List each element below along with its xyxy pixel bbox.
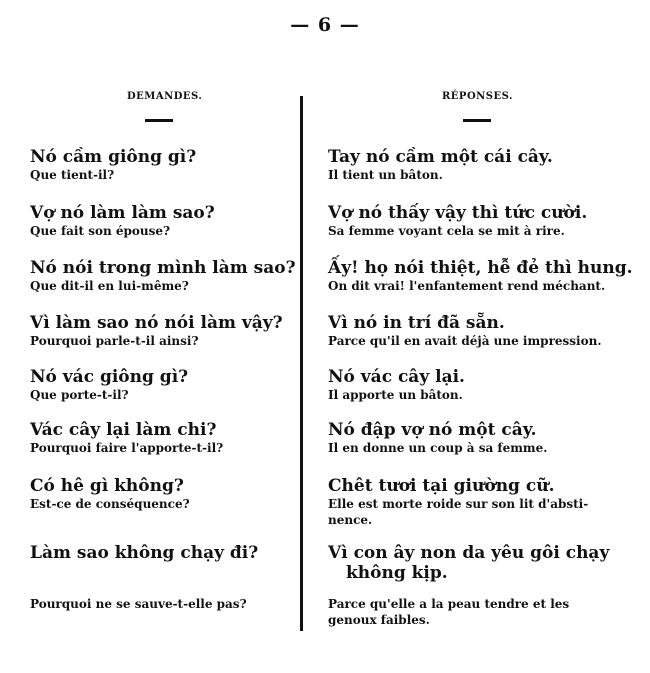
question-6 <box>30 420 223 456</box>
question-6-vietnamese: Vác cây lại làm chi? <box>30 420 217 440</box>
answer-8-french-line-2: genoux faibles. <box>328 613 430 627</box>
question-4-french: Pourquoi parle-t-il ainsi? <box>30 334 199 348</box>
answer-2-french: Sa femme voyant cela se mit à rire. <box>328 224 565 238</box>
answer-1-french: Il tient un bâton. <box>328 168 443 182</box>
answer-5 <box>328 367 465 403</box>
question-1-french: Que tient-il? <box>30 168 115 182</box>
answer-6-french: Il en donne un coup à sa femme. <box>328 441 548 455</box>
answer-8-french-line-1: Parce qu'elle a la peau tendre et les <box>328 597 570 611</box>
answer-7-french-line-1: Elle est morte roide sur son lit d'absti- <box>328 497 589 511</box>
question-1-vietnamese: Nó cầm giông gì? <box>30 147 197 167</box>
question-8-french-block <box>30 596 247 612</box>
answer-5-french: Il apporte un bâton. <box>328 388 463 402</box>
answer-4-french: Parce qu'il en avait déjà une impression. <box>328 334 602 348</box>
question-4-vietnamese: Vì làm sao nó nói làm vậy? <box>30 313 283 333</box>
answer-5-vietnamese: Nó vác cây lại. <box>328 367 465 387</box>
answer-8 <box>328 543 609 583</box>
answer-2 <box>328 203 587 239</box>
answer-8-vietnamese-line-1: Vì con ây non da yêu gôi chạy <box>328 543 610 563</box>
answer-7-vietnamese: Chêt tươi tại giường cữ. <box>328 476 555 496</box>
question-7-french: Est-ce de conséquence? <box>30 497 190 511</box>
question-5-vietnamese: Nó vác giông gì? <box>30 367 189 387</box>
question-7 <box>30 476 190 512</box>
question-6-french: Pourquoi faire l'apporte-t-il? <box>30 441 224 455</box>
answer-2-vietnamese: Vợ nó thấy vậy thì tức cười. <box>328 203 588 223</box>
answer-6-vietnamese: Nó đập vợ nó một cây. <box>328 420 537 440</box>
answer-4-vietnamese: Vì nó in trí đã sẵn. <box>328 313 505 333</box>
answer-7 <box>328 476 588 528</box>
answer-3 <box>328 258 633 294</box>
question-2 <box>30 203 215 239</box>
answers-column-header: RÉPONSES. <box>442 91 513 102</box>
answer-8-french-block <box>328 596 569 628</box>
question-8 <box>30 543 258 563</box>
questions-header-rule <box>145 119 173 122</box>
question-3-french: Que dit-il en lui-même? <box>30 279 189 293</box>
question-7-vietnamese: Có hê gì không? <box>30 476 184 496</box>
answer-3-french: On dit vrai! l'enfantement rend méchant. <box>328 279 606 293</box>
question-5-french: Que porte-t-il? <box>30 388 129 402</box>
column-divider <box>300 96 303 631</box>
answer-8-vietnamese-line-2: không kịp. <box>346 563 448 583</box>
page-number: — 6 — <box>290 14 360 36</box>
answer-7-french-line-2: nence. <box>328 513 373 527</box>
answers-header-rule <box>463 119 491 122</box>
question-1 <box>30 147 196 183</box>
answer-6 <box>328 420 547 456</box>
question-5 <box>30 367 188 403</box>
answer-1 <box>328 147 553 183</box>
question-2-vietnamese: Vợ nó làm làm sao? <box>30 203 215 223</box>
question-4 <box>30 313 283 349</box>
answer-3-vietnamese: Ấy! họ nói thiệt, hễ đẻ thì hung. <box>328 258 633 278</box>
answer-4 <box>328 313 602 349</box>
answer-1-vietnamese: Tay nó cầm một cái cây. <box>328 147 553 167</box>
question-8-vietnamese: Làm sao không chạy đi? <box>30 543 259 563</box>
question-3-vietnamese: Nó nói trong mình làm sao? <box>30 258 296 278</box>
questions-column-header: DEMANDES. <box>127 91 203 102</box>
question-8-french: Pourquoi ne se sauve-t-elle pas? <box>30 597 247 611</box>
question-2-french: Que fait son épouse? <box>30 224 171 238</box>
question-3 <box>30 258 296 294</box>
